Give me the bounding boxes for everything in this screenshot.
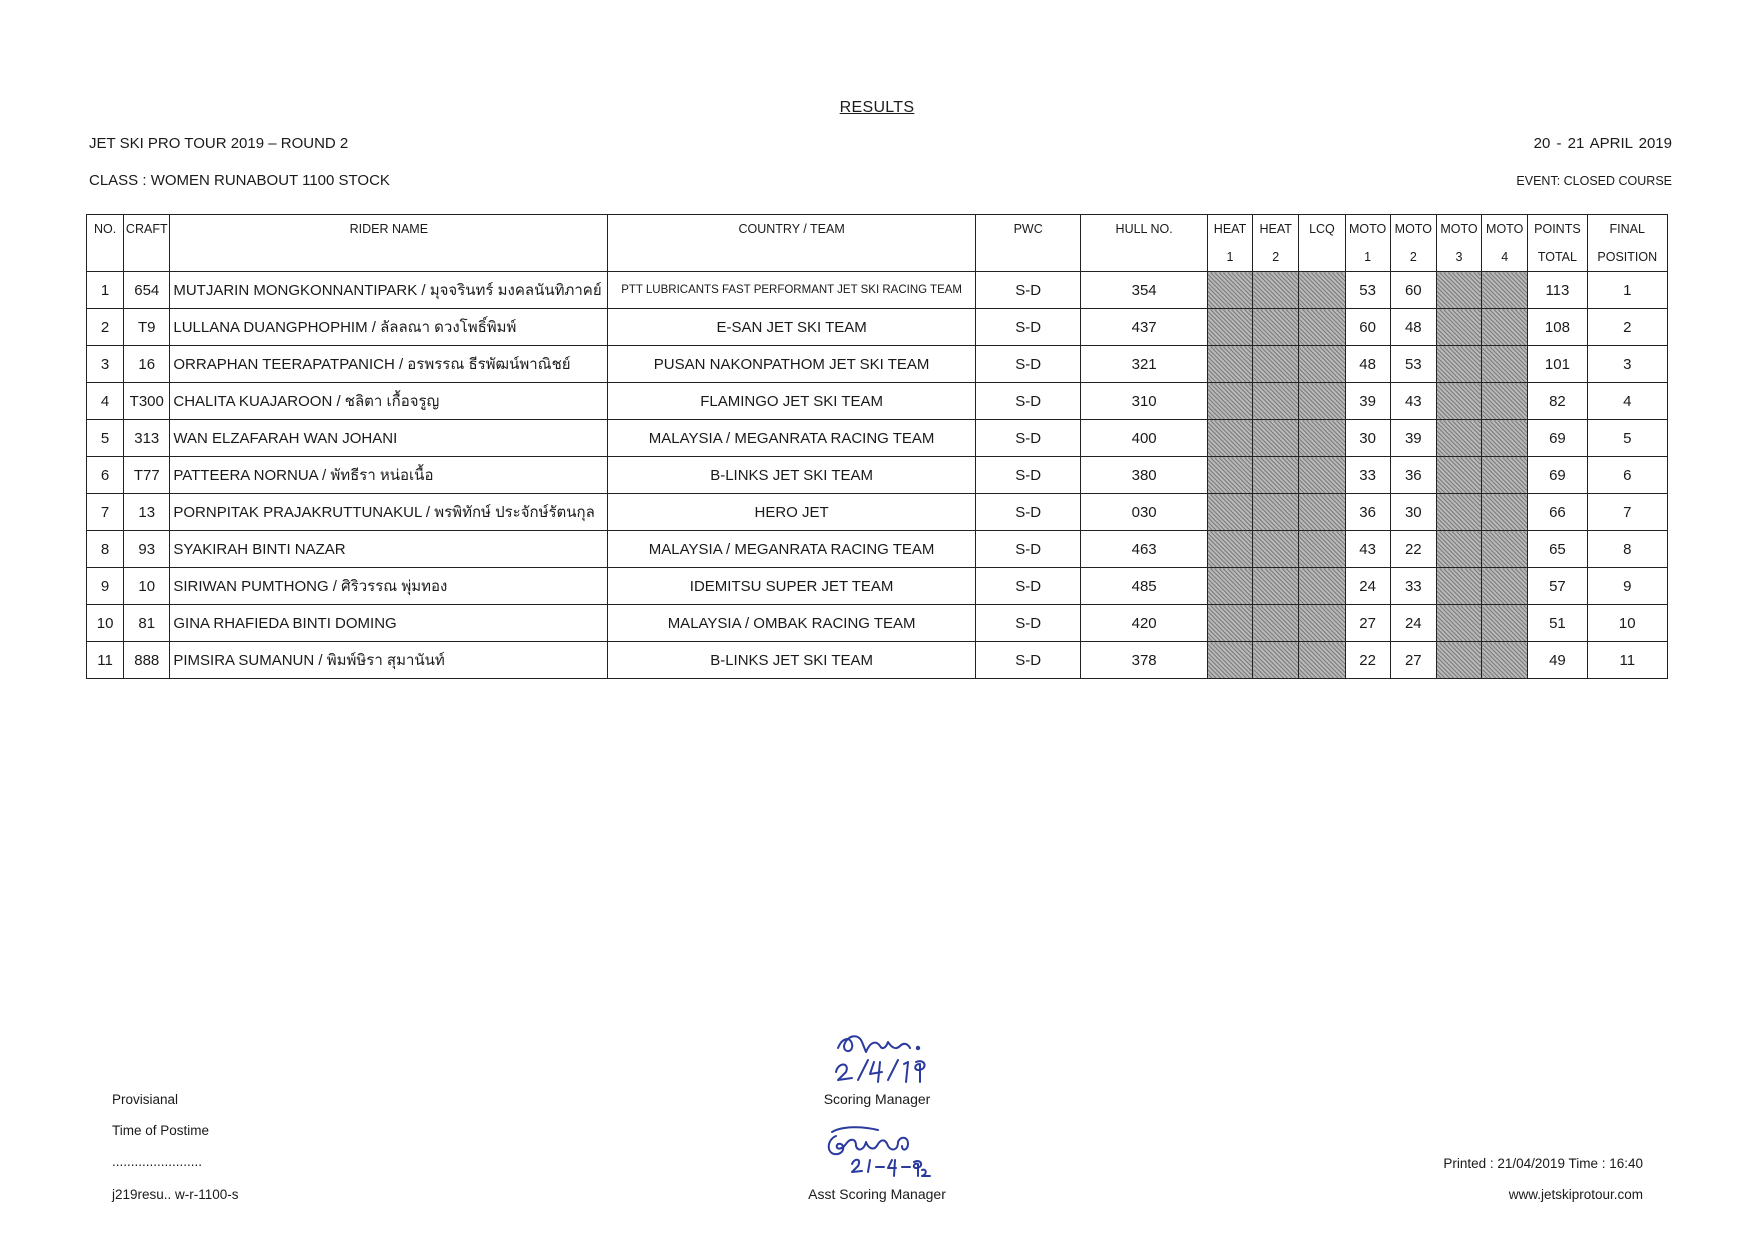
cell-moto2: 36: [1390, 457, 1436, 494]
header-heat-2: HEAT: [1253, 215, 1299, 244]
cell-pwc: S-D: [975, 605, 1080, 642]
header-points: POINTS: [1528, 215, 1587, 244]
cell-rider: PIMSIRA SUMANUN / พิมพ์ษิรา สุมานันท์: [170, 642, 608, 679]
cell-moto4: [1482, 383, 1528, 420]
cell-hull: 321: [1081, 346, 1208, 383]
cell-craft: 654: [124, 272, 170, 309]
cell-moto4: [1482, 309, 1528, 346]
cell-hull: 310: [1081, 383, 1208, 420]
cell-points: 113: [1528, 272, 1587, 309]
header-hull-no: HULL NO.: [1081, 215, 1208, 244]
cell-moto4: [1482, 568, 1528, 605]
website-url: www.jetskiprotour.com: [1508, 1187, 1643, 1202]
cell-lcq: [1299, 272, 1345, 309]
header-rider-name: RIDER NAME: [170, 215, 608, 244]
table-row: [87, 383, 1668, 420]
cell-final: 6: [1587, 457, 1667, 494]
cell-moto2: 48: [1390, 309, 1436, 346]
cell-craft: 888: [124, 642, 170, 679]
header-moto-4: MOTO: [1482, 215, 1528, 244]
cell-team: MALAYSIA / MEGANRATA RACING TEAM: [608, 531, 976, 568]
cell-moto1: 48: [1345, 346, 1390, 383]
event-date: 20 - 21 APRIL 2019: [1533, 135, 1672, 152]
cell-points: 108: [1528, 309, 1587, 346]
cell-moto2: 27: [1390, 642, 1436, 679]
cell-no: 11: [87, 642, 124, 679]
cell-no: 6: [87, 457, 124, 494]
table-row: [87, 494, 1668, 531]
header-pwc: PWC: [975, 215, 1080, 244]
table-row: [87, 605, 1668, 642]
cell-lcq: [1299, 309, 1345, 346]
cell-lcq: [1299, 494, 1345, 531]
cell-no: 8: [87, 531, 124, 568]
cell-points: 82: [1528, 383, 1587, 420]
cell-moto1: 22: [1345, 642, 1390, 679]
cell-rider: PORNPITAK PRAJAKRUTTUNAKUL / พรพิทักษ์ ประจักษ์รัตนกุล: [170, 494, 608, 531]
cell-final: 8: [1587, 531, 1667, 568]
asst-scoring-manager-signature: [822, 1122, 932, 1182]
header-heat-1: HEAT: [1207, 215, 1252, 244]
cell-pwc: S-D: [975, 494, 1080, 531]
cell-pwc: S-D: [975, 642, 1080, 679]
cell-rider: SYAKIRAH BINTI NAZAR: [170, 531, 608, 568]
cell-hull: 485: [1081, 568, 1208, 605]
scoring-manager-signature: [830, 1028, 940, 1090]
cell-moto2: 53: [1390, 346, 1436, 383]
cell-moto4: [1482, 272, 1528, 309]
cell-rider: SIRIWAN PUMTHONG / ศิริวรรณ พุ่มทอง: [170, 568, 608, 605]
cell-pwc: S-D: [975, 531, 1080, 568]
cell-team: E-SAN JET SKI TEAM: [608, 309, 976, 346]
cell-heat1: [1207, 568, 1252, 605]
cell-heat2: [1253, 383, 1299, 420]
cell-hull: 378: [1081, 642, 1208, 679]
scoring-manager-label: Scoring Manager: [823, 1091, 931, 1107]
header-country-team: COUNTRY / TEAM: [608, 215, 976, 244]
cell-moto2: 39: [1390, 420, 1436, 457]
cell-points: 69: [1528, 420, 1587, 457]
cell-heat2: [1253, 457, 1299, 494]
header-hull-cont: [1081, 243, 1208, 272]
cell-pwc: S-D: [975, 457, 1080, 494]
cell-points: 51: [1528, 605, 1587, 642]
cell-heat2: [1253, 346, 1299, 383]
header-no-cont: [87, 243, 124, 272]
cell-moto3: [1436, 605, 1481, 642]
cell-moto1: 36: [1345, 494, 1390, 531]
cell-heat2: [1253, 420, 1299, 457]
cell-craft: 13: [124, 494, 170, 531]
event-name: JET SKI PRO TOUR 2019 – ROUND 2: [89, 135, 349, 152]
cell-heat1: [1207, 531, 1252, 568]
cell-moto2: 60: [1390, 272, 1436, 309]
header-pwc-cont: [975, 243, 1080, 272]
header-moto-4-number: 4: [1482, 243, 1528, 272]
cell-moto3: [1436, 309, 1481, 346]
class-label: CLASS : WOMEN RUNABOUT 1100 STOCK: [89, 172, 390, 189]
cell-heat1: [1207, 346, 1252, 383]
header-lcq: LCQ: [1299, 215, 1345, 244]
cell-rider: CHALITA KUAJAROON / ชลิตา เกื้อจรูญ: [170, 383, 608, 420]
cell-craft: 313: [124, 420, 170, 457]
time-of-postime-label: Time of Postime: [112, 1123, 210, 1138]
cell-heat2: [1253, 494, 1299, 531]
cell-hull: 437: [1081, 309, 1208, 346]
cell-lcq: [1299, 568, 1345, 605]
cell-no: 3: [87, 346, 124, 383]
cell-moto3: [1436, 346, 1481, 383]
cell-final: 7: [1587, 494, 1667, 531]
cell-lcq: [1299, 642, 1345, 679]
cell-moto3: [1436, 494, 1481, 531]
cell-moto4: [1482, 605, 1528, 642]
cell-final: 10: [1587, 605, 1667, 642]
cell-pwc: S-D: [975, 346, 1080, 383]
cell-hull: 400: [1081, 420, 1208, 457]
cell-lcq: [1299, 346, 1345, 383]
table-row: [87, 642, 1668, 679]
cell-pwc: S-D: [975, 420, 1080, 457]
cell-heat1: [1207, 420, 1252, 457]
cell-lcq: [1299, 383, 1345, 420]
table-row: [87, 531, 1668, 568]
cell-heat1: [1207, 457, 1252, 494]
cell-no: 4: [87, 383, 124, 420]
cell-craft: 16: [124, 346, 170, 383]
header-craft-cont: [124, 243, 170, 272]
cell-hull: 420: [1081, 605, 1208, 642]
cell-moto4: [1482, 531, 1528, 568]
cell-moto3: [1436, 383, 1481, 420]
cell-lcq: [1299, 605, 1345, 642]
cell-heat1: [1207, 642, 1252, 679]
cell-hull: 030: [1081, 494, 1208, 531]
cell-craft: T9: [124, 309, 170, 346]
cell-pwc: S-D: [975, 272, 1080, 309]
header-craft: CRAFT: [124, 215, 170, 244]
cell-no: 2: [87, 309, 124, 346]
cell-moto2: 43: [1390, 383, 1436, 420]
cell-heat2: [1253, 309, 1299, 346]
asst-scoring-manager-label: Asst Scoring Manager: [808, 1186, 946, 1202]
cell-moto3: [1436, 642, 1481, 679]
cell-moto4: [1482, 420, 1528, 457]
page-title: RESULTS: [839, 99, 915, 116]
cell-craft: 93: [124, 531, 170, 568]
cell-pwc: S-D: [975, 383, 1080, 420]
cell-moto1: 39: [1345, 383, 1390, 420]
cell-team: PUSAN NAKONPATHOM JET SKI TEAM: [608, 346, 976, 383]
cell-lcq: [1299, 531, 1345, 568]
cell-moto3: [1436, 457, 1481, 494]
file-code: j219resu.. w-r-1100-s: [112, 1187, 239, 1202]
cell-moto2: 22: [1390, 531, 1436, 568]
cell-moto2: 33: [1390, 568, 1436, 605]
header-final-position: POSITION: [1587, 243, 1667, 272]
cell-heat2: [1253, 568, 1299, 605]
cell-final: 9: [1587, 568, 1667, 605]
cell-moto1: 30: [1345, 420, 1390, 457]
header-no: NO.: [87, 215, 124, 244]
cell-pwc: S-D: [975, 568, 1080, 605]
cell-points: 65: [1528, 531, 1587, 568]
table-row: [87, 272, 1668, 309]
table-row: [87, 457, 1668, 494]
cell-heat1: [1207, 605, 1252, 642]
cell-team: PTT LUBRICANTS FAST PERFORMANT JET SKI RACING TEAM: [608, 272, 976, 309]
cell-lcq: [1299, 420, 1345, 457]
cell-final: 2: [1587, 309, 1667, 346]
cell-rider: WAN ELZAFARAH WAN JOHANI: [170, 420, 608, 457]
cell-craft: 81: [124, 605, 170, 642]
header-moto-1: MOTO: [1345, 215, 1390, 244]
cell-points: 66: [1528, 494, 1587, 531]
table-row: [87, 568, 1668, 605]
cell-moto1: 43: [1345, 531, 1390, 568]
cell-craft: T77: [124, 457, 170, 494]
cell-moto1: 53: [1345, 272, 1390, 309]
cell-moto3: [1436, 420, 1481, 457]
table-row: [87, 309, 1668, 346]
cell-moto1: 27: [1345, 605, 1390, 642]
cell-final: 5: [1587, 420, 1667, 457]
cell-team: MALAYSIA / OMBAK RACING TEAM: [608, 605, 976, 642]
header-moto-3-number: 3: [1436, 243, 1481, 272]
cell-final: 3: [1587, 346, 1667, 383]
cell-moto3: [1436, 568, 1481, 605]
cell-no: 7: [87, 494, 124, 531]
table-row: [87, 420, 1668, 457]
cell-no: 5: [87, 420, 124, 457]
cell-rider: MUTJARIN MONGKONNANTIPARK / มุจจรินทร์ มงคลนันทิภาคย์: [170, 272, 608, 309]
cell-final: 1: [1587, 272, 1667, 309]
cell-moto4: [1482, 642, 1528, 679]
cell-moto3: [1436, 531, 1481, 568]
cell-no: 10: [87, 605, 124, 642]
cell-rider: LULLANA DUANGPHOPHIM / ลัลลณา ดวงโพธิ์พิมพ์: [170, 309, 608, 346]
cell-heat1: [1207, 272, 1252, 309]
header-moto-3: MOTO: [1436, 215, 1481, 244]
cell-hull: 463: [1081, 531, 1208, 568]
cell-points: 69: [1528, 457, 1587, 494]
header-points-total: TOTAL: [1528, 243, 1587, 272]
header-lcq-cont: [1299, 243, 1345, 272]
cell-heat2: [1253, 642, 1299, 679]
cell-craft: 10: [124, 568, 170, 605]
cell-hull: 380: [1081, 457, 1208, 494]
cell-points: 49: [1528, 642, 1587, 679]
results-rows: [87, 272, 1668, 679]
cell-team: FLAMINGO JET SKI TEAM: [608, 383, 976, 420]
header-moto-2-number: 2: [1390, 243, 1436, 272]
cell-heat1: [1207, 494, 1252, 531]
printed-timestamp: Printed : 21/04/2019 Time : 16:40: [1443, 1156, 1643, 1171]
header-rider-cont: [170, 243, 608, 272]
cell-heat2: [1253, 531, 1299, 568]
header-final: FINAL: [1587, 215, 1667, 244]
table-row: [87, 346, 1668, 383]
cell-moto1: 24: [1345, 568, 1390, 605]
cell-team: B-LINKS JET SKI TEAM: [608, 642, 976, 679]
provisional-label: Provisianal: [112, 1092, 179, 1107]
cell-moto4: [1482, 494, 1528, 531]
cell-team: MALAYSIA / MEGANRATA RACING TEAM: [608, 420, 976, 457]
results-table: [86, 214, 1668, 679]
cell-moto2: 30: [1390, 494, 1436, 531]
cell-moto2: 24: [1390, 605, 1436, 642]
cell-points: 101: [1528, 346, 1587, 383]
cell-final: 4: [1587, 383, 1667, 420]
cell-no: 9: [87, 568, 124, 605]
cell-team: B-LINKS JET SKI TEAM: [608, 457, 976, 494]
postime-blank: ........................: [112, 1154, 203, 1169]
cell-pwc: S-D: [975, 309, 1080, 346]
cell-moto4: [1482, 346, 1528, 383]
header-heat-2-number: 2: [1253, 243, 1299, 272]
cell-heat2: [1253, 272, 1299, 309]
header-team-cont: [608, 243, 976, 272]
cell-moto1: 33: [1345, 457, 1390, 494]
cell-hull: 354: [1081, 272, 1208, 309]
cell-lcq: [1299, 457, 1345, 494]
cell-rider: GINA RHAFIEDA BINTI DOMING: [170, 605, 608, 642]
cell-craft: T300: [124, 383, 170, 420]
header-moto-2: MOTO: [1390, 215, 1436, 244]
cell-heat2: [1253, 605, 1299, 642]
cell-rider: ORRAPHAN TEERAPATPANICH / อรพรรณ ธีรพัฒน์พาณิชย์: [170, 346, 608, 383]
cell-moto3: [1436, 272, 1481, 309]
cell-team: HERO JET: [608, 494, 976, 531]
cell-team: IDEMITSU SUPER JET TEAM: [608, 568, 976, 605]
header-heat-1-number: 1: [1207, 243, 1252, 272]
event-type: EVENT: CLOSED COURSE: [1516, 174, 1672, 188]
cell-rider: PATTEERA NORNUA / พัทธีรา หน่อเนื้อ: [170, 457, 608, 494]
cell-no: 1: [87, 272, 124, 309]
cell-points: 57: [1528, 568, 1587, 605]
cell-final: 11: [1587, 642, 1667, 679]
cell-moto4: [1482, 457, 1528, 494]
cell-heat1: [1207, 309, 1252, 346]
cell-heat1: [1207, 383, 1252, 420]
header-moto-1-number: 1: [1345, 243, 1390, 272]
cell-moto1: 60: [1345, 309, 1390, 346]
